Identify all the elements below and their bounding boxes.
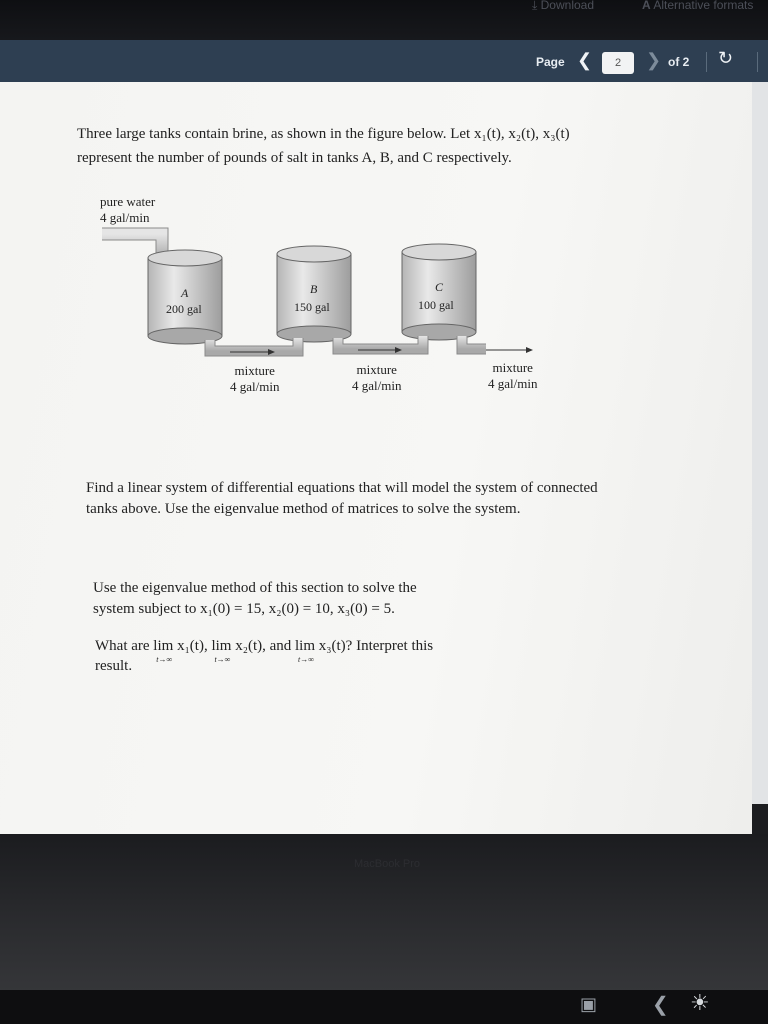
tank-a-volume: 200 gal (166, 302, 202, 316)
intro-line-1: Three large tanks contain brine, as shown in the figure below. Let x₁(t), x₂(t), x₃(t) (77, 126, 570, 142)
limit-x1: x₁(t), (173, 638, 212, 654)
page-number-input[interactable] (602, 52, 634, 74)
refresh-icon[interactable]: ↻ (718, 48, 734, 68)
limit-x3: x₃(t)? Interpret this (315, 638, 434, 654)
toolbar-divider (757, 52, 758, 72)
limit-subscript: t→∞ (214, 655, 231, 664)
inflow-label (100, 194, 155, 226)
tank-b-top (277, 246, 351, 262)
font-icon: A (642, 0, 651, 12)
tank-b-name: B (310, 282, 318, 296)
tank-c-top (402, 244, 476, 260)
scrollbar-track[interactable] (752, 82, 768, 804)
pipe-b-to-c-fill (338, 336, 423, 349)
inflow-line-2: 4 gal/min (100, 210, 150, 225)
inflow-line-1: pure water (100, 194, 156, 209)
limit-operator (295, 636, 316, 664)
tank-a-top (148, 250, 222, 266)
flow-line-2: 4 gal/min (352, 378, 402, 393)
chevron-right-icon[interactable]: ❯ (646, 50, 662, 70)
tank-c-name: C (435, 280, 444, 294)
flow-line-2: 4 gal/min (230, 379, 280, 394)
find-paragraph: Find a linear system of differential equations that will model the system of connected tanks above. Use the eigenvalue method of matrices to solve the system. (86, 480, 598, 517)
limit-subscript: t→∞ (156, 655, 173, 664)
eigenvalue-line-2: system subject to x₁(0) = 15, x₂(0) = 10, x₃(0) = 5. (93, 601, 395, 617)
limit-x2: x₂(t), and (231, 638, 296, 654)
alternative-formats-label: Alternative formats (653, 0, 754, 12)
toolbar-divider (706, 52, 707, 72)
question-prefix: What are (95, 638, 154, 654)
flow-label-c-out (488, 360, 537, 392)
page-toolbar (0, 40, 768, 82)
arrowhead-icon (526, 347, 533, 353)
flow-line-1: mixture (356, 362, 397, 377)
flow-line-1: mixture (234, 363, 275, 378)
limit-subscript: t→∞ (298, 655, 314, 664)
limit-operator (211, 636, 232, 664)
flow-label-b-c (352, 362, 401, 394)
flow-line-2: 4 gal/min (488, 376, 538, 391)
eigenvalue-paragraph (93, 578, 417, 620)
eigenvalue-line-1: Use the eigenvalue method of this section to solve the (93, 580, 417, 596)
chevron-left-icon[interactable]: ❮ (652, 994, 669, 1016)
problem-intro (77, 122, 570, 170)
page-count: of 2 (668, 55, 690, 69)
limit-symbol: lim (295, 638, 316, 654)
outflow-pipe-fill (462, 336, 486, 349)
tank-c-volume: 100 gal (418, 298, 454, 312)
download-label: Download (540, 0, 595, 12)
pipe-a-to-b-fill (210, 338, 298, 351)
question-result: result. (95, 658, 133, 674)
keyboard-touch-bar (0, 990, 768, 1024)
top-bar (0, 0, 768, 40)
alternative-formats-link[interactable] (642, 0, 753, 12)
limit-operator (153, 636, 174, 664)
page-label: Page (536, 55, 565, 69)
screenshot-icon[interactable]: ▣ (580, 994, 598, 1014)
intro-line-2: represent the number of pounds of salt in tanks A, B, and C respectively. (77, 150, 512, 166)
brightness-icon[interactable]: ☀ (690, 990, 710, 1015)
limit-symbol: lim (211, 638, 232, 654)
limit-symbol: lim (153, 638, 174, 654)
chevron-left-icon[interactable]: ❮ (577, 50, 593, 70)
laptop-brand: MacBook Pro (354, 858, 421, 870)
tank-a-name: A (181, 286, 189, 300)
flow-label-a-b (230, 363, 279, 395)
download-link[interactable]: ⤓ Download (532, 0, 595, 12)
limit-question (95, 636, 433, 676)
flow-line-1: mixture (492, 360, 533, 375)
tank-b-volume: 150 gal (294, 300, 330, 314)
